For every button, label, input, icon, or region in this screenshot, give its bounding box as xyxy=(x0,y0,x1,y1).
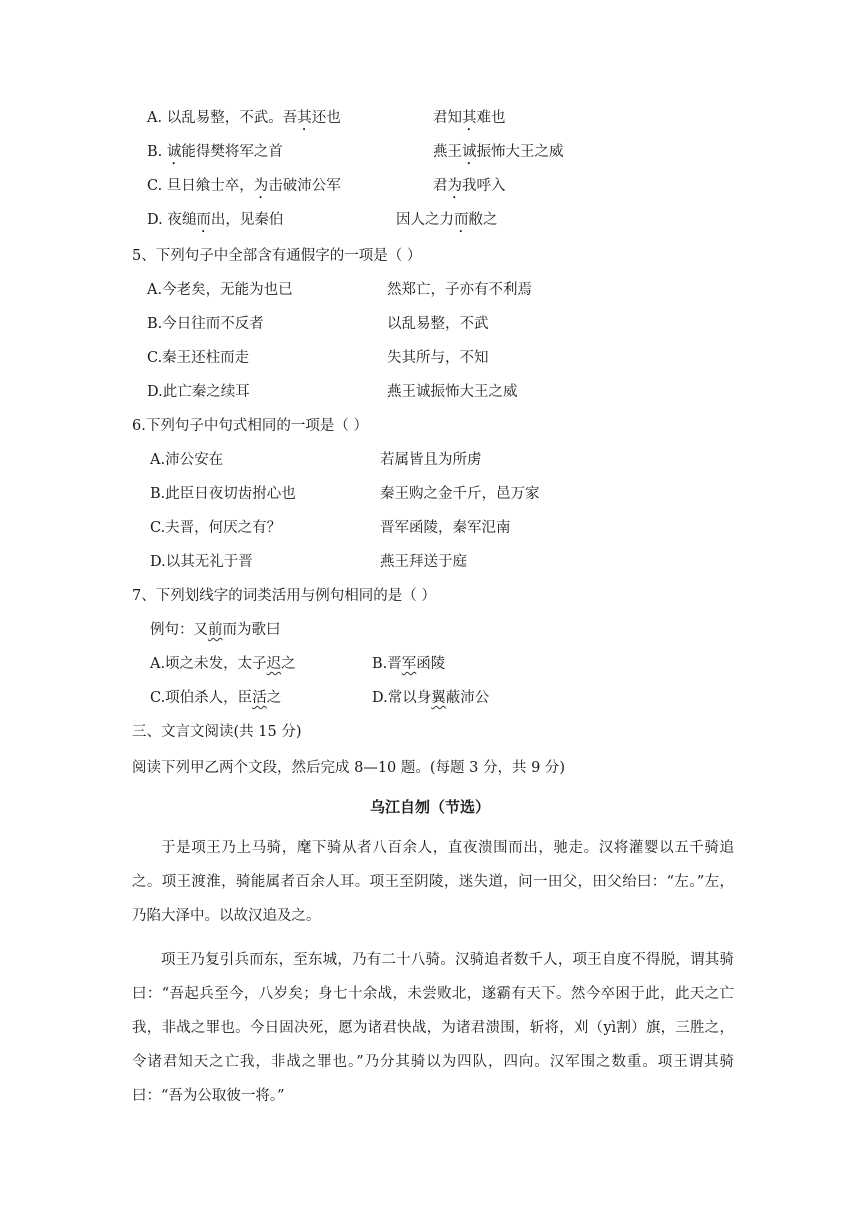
section-heading: 三、文言文阅读(共 15 分) xyxy=(132,724,302,740)
q4-option-a-compare xyxy=(433,108,506,134)
q7-stem: 7、下列划线字的词类活用与例句相同的是（ ） xyxy=(132,588,436,604)
q6-option-b: B.此臣日夜切齿拊心也 xyxy=(150,486,296,502)
q5-stem: 5、下列句子中全部含有通假字的一项是（ ） xyxy=(132,248,422,264)
q6-option-a: A.沛公安在 xyxy=(150,452,224,468)
q7-a-text: A.顷之未发，太子 xyxy=(150,656,267,672)
q4-option-a xyxy=(147,108,341,134)
q4-d-compare-marked-char: 而 xyxy=(454,212,469,228)
q7-d-text: D.常以身 xyxy=(372,690,432,706)
q4-option-c-compare xyxy=(433,176,506,202)
q4-d-compare-text: 因人之力 xyxy=(396,212,454,228)
q6-option-d-compare: 燕王拜送于庭 xyxy=(380,554,467,570)
q7-c-text-end: 之 xyxy=(266,690,282,706)
q4-b-compare-text-end: 振怖大王之威 xyxy=(476,144,564,160)
q6-option-c-compare: 晋军函陵，秦军氾南 xyxy=(380,520,511,536)
q4-c-text-end: 击破沛公军 xyxy=(268,178,341,194)
q4-option-c xyxy=(147,176,341,202)
q4-d-text-end: 出，见秦伯 xyxy=(210,212,284,228)
q5-option-d: D.此亡秦之续耳 xyxy=(147,384,250,400)
q7-b-text: B.晋 xyxy=(372,656,402,672)
q4-a-marked-char: 其 xyxy=(297,110,312,126)
q4-c-text: C. 旦日飨士卒， xyxy=(147,178,254,194)
q6-option-a-compare: 若属皆且为所虏 xyxy=(380,452,482,468)
q4-c-compare-marked-char: 为 xyxy=(447,178,462,194)
passage-paragraph-1: 于是项王乃上马骑，麾下骑从者八百余人，直夜溃围而出，驰走。汉将灌婴以五千骑追之。项王渡淮，骑能属者百余人耳。项王至阴陵，迷失道，问一田父，田父绐曰：“左。”左，乃陷大泽中。以故汉追及之。 xyxy=(132,840,734,924)
q7-c-marked-char: 活 xyxy=(252,690,267,706)
q7-d-marked-char: 翼 xyxy=(431,690,446,706)
q7-a-marked-char: 迟 xyxy=(266,656,282,672)
q5-option-b: B.今日往而不反者 xyxy=(147,316,264,332)
q4-d-marked-char: 而 xyxy=(196,212,211,228)
q5-option-c-compare: 失其所与，不知 xyxy=(387,350,489,366)
q7-example-marked-char: 前 xyxy=(208,622,223,638)
passage-paragraph-2: 项王乃复引兵而东，至东城，乃有二十八骑。汉骑追者数千人，项王自度不得脱，谓其骑曰：“吾起兵至今，八岁矣；身七十余战，未尝败北，遂霸有天下。然今卒困于此，此天之亡我，非战之罪也。今日固决死，愿为诸君快战，为诸君溃围，斩将，刈（yì割）旗，三胜之，令诸君知天之亡我，非战之罪也。”乃分其骑以为四队，四向。汉军围之数重。项王谓其骑曰：“吾为公取彼一将。” xyxy=(132,952,734,1104)
q4-b-text: 能得樊将军之首 xyxy=(181,144,283,160)
q7-b-text-end: 函陵 xyxy=(416,656,446,672)
q7-example xyxy=(150,620,281,640)
q5-option-a: A.今老矣，无能为也已 xyxy=(147,282,293,298)
q7-a-text-end: 之 xyxy=(281,656,296,672)
q7-example-label: 例句：又 xyxy=(150,622,208,638)
q4-b-compare-marked-char: 诚 xyxy=(462,144,477,160)
q7-c-text: C.项伯杀人，臣 xyxy=(150,690,253,706)
q4-a-text: A. 以乱易整，不武。吾 xyxy=(147,110,298,126)
q5-option-b-compare: 以乱易整，不武 xyxy=(387,316,489,332)
q4-option-d xyxy=(147,210,283,236)
q4-a-compare-text: 君知 xyxy=(433,110,462,126)
q4-c-compare-text-end: 我呼入 xyxy=(462,178,506,194)
q5-option-c: C.秦王还柱而走 xyxy=(147,350,250,366)
q7-example-text: 而为歌曰 xyxy=(222,622,281,638)
q7-option-a xyxy=(150,654,296,674)
q7-option-b xyxy=(372,654,445,674)
q4-a-compare-text-end: 难也 xyxy=(476,110,506,126)
q6-option-b-compare: 秦王购之金千斤，邑万家 xyxy=(380,486,540,502)
q4-c-compare-text: 君 xyxy=(433,178,448,194)
q7-d-text-end: 蔽沛公 xyxy=(445,690,490,706)
q4-c-marked-char: 为 xyxy=(253,178,269,194)
q4-option-b-compare xyxy=(433,142,564,168)
q6-option-c: C.夫晋，何厌之有？ xyxy=(150,520,282,536)
q7-b-marked-char: 军 xyxy=(401,656,417,672)
q6-stem: 6.下列句子中句式相同的一项是（ ） xyxy=(132,418,368,434)
q5-option-d-compare: 燕王诚振怖大王之威 xyxy=(387,384,518,400)
q7-option-c xyxy=(150,688,281,708)
q4-d-compare-text-end: 敝之 xyxy=(468,212,498,228)
q4-option-b xyxy=(147,142,283,168)
q4-d-text: D. 夜缒 xyxy=(147,212,197,228)
q7-option-d xyxy=(372,688,489,708)
q4-a-compare-marked-char: 其 xyxy=(462,110,477,126)
section-instruction: 阅读下列甲乙两个文段，然后完成 8—10 题。(每题 3 分，共 9 分) xyxy=(132,760,566,776)
passage-title: 乌江自刎（节选） xyxy=(369,798,490,816)
q4-b-marked-char: 诚 xyxy=(166,144,182,160)
q4-b-compare-text: 燕王 xyxy=(433,144,462,160)
q5-option-a-compare: 然郑亡，子亦有不利焉 xyxy=(387,282,532,298)
q4-option-d-compare xyxy=(396,210,498,236)
q6-option-d: D.以其无礼于晋 xyxy=(150,554,253,570)
q4-a-text-end: 还也 xyxy=(311,110,341,126)
q4-b-label: B. xyxy=(147,144,167,160)
